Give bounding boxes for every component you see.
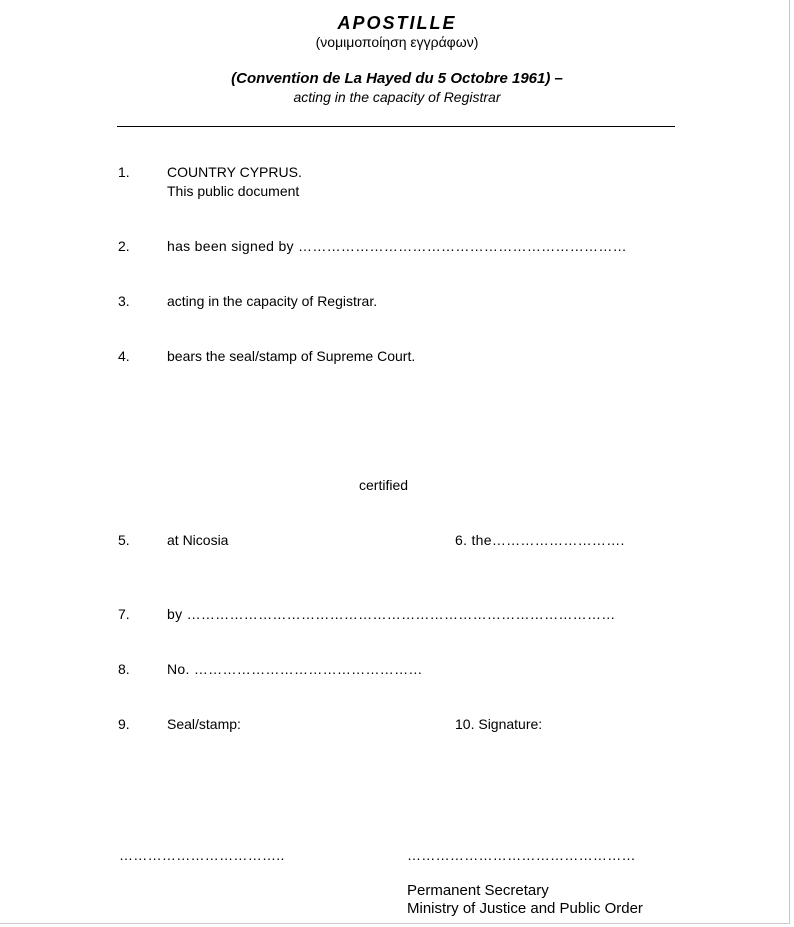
greek-subtitle: (νομιμοποίηση εγγράφων) xyxy=(315,34,479,50)
item-date: 6. the………………………. xyxy=(455,532,625,548)
item-place: at Nicosia xyxy=(167,532,229,548)
seal-dotted-line: …………………………….. xyxy=(119,847,285,863)
item-number: 5. xyxy=(118,532,130,548)
item-number: 4. xyxy=(118,348,130,364)
document-title: APOSTILLE xyxy=(337,13,457,33)
signatory-ministry: Ministry of Justice and Public Order xyxy=(407,900,643,917)
item-signed-by: has been signed by …………………………………………………………… xyxy=(167,238,627,254)
item-number: 3. xyxy=(118,293,130,309)
item-number: 8. xyxy=(118,661,130,677)
item-capacity: acting in the capacity of Registrar. xyxy=(167,293,378,309)
item-country: COUNTRY CYPRUS. xyxy=(167,164,302,180)
item-number: 2. xyxy=(118,238,130,254)
item-seal-stamp: Seal/stamp: xyxy=(167,716,241,732)
signature-dotted-line: ………………………………………… xyxy=(407,847,636,863)
signatory-title: Permanent Secretary xyxy=(407,882,549,899)
capacity-line: acting in the capacity of Registrar xyxy=(293,89,501,105)
header-divider xyxy=(117,126,675,127)
item-no: No. ………………………………………… xyxy=(167,661,423,677)
convention-line: (Convention de La Hayed du 5 Octobre 1961) – xyxy=(231,70,563,87)
item-number: 7. xyxy=(118,606,130,622)
item-seal: bears the seal/stamp of Supreme Court. xyxy=(167,348,416,364)
item-by: by ……………………………………………………………………………… xyxy=(167,606,616,622)
item-number: 9. xyxy=(118,716,130,732)
item-public-document: This public document xyxy=(167,183,300,199)
item-signature: 10. Signature: xyxy=(455,716,543,732)
certified-label: certified xyxy=(359,477,409,493)
item-number: 1. xyxy=(118,164,130,180)
